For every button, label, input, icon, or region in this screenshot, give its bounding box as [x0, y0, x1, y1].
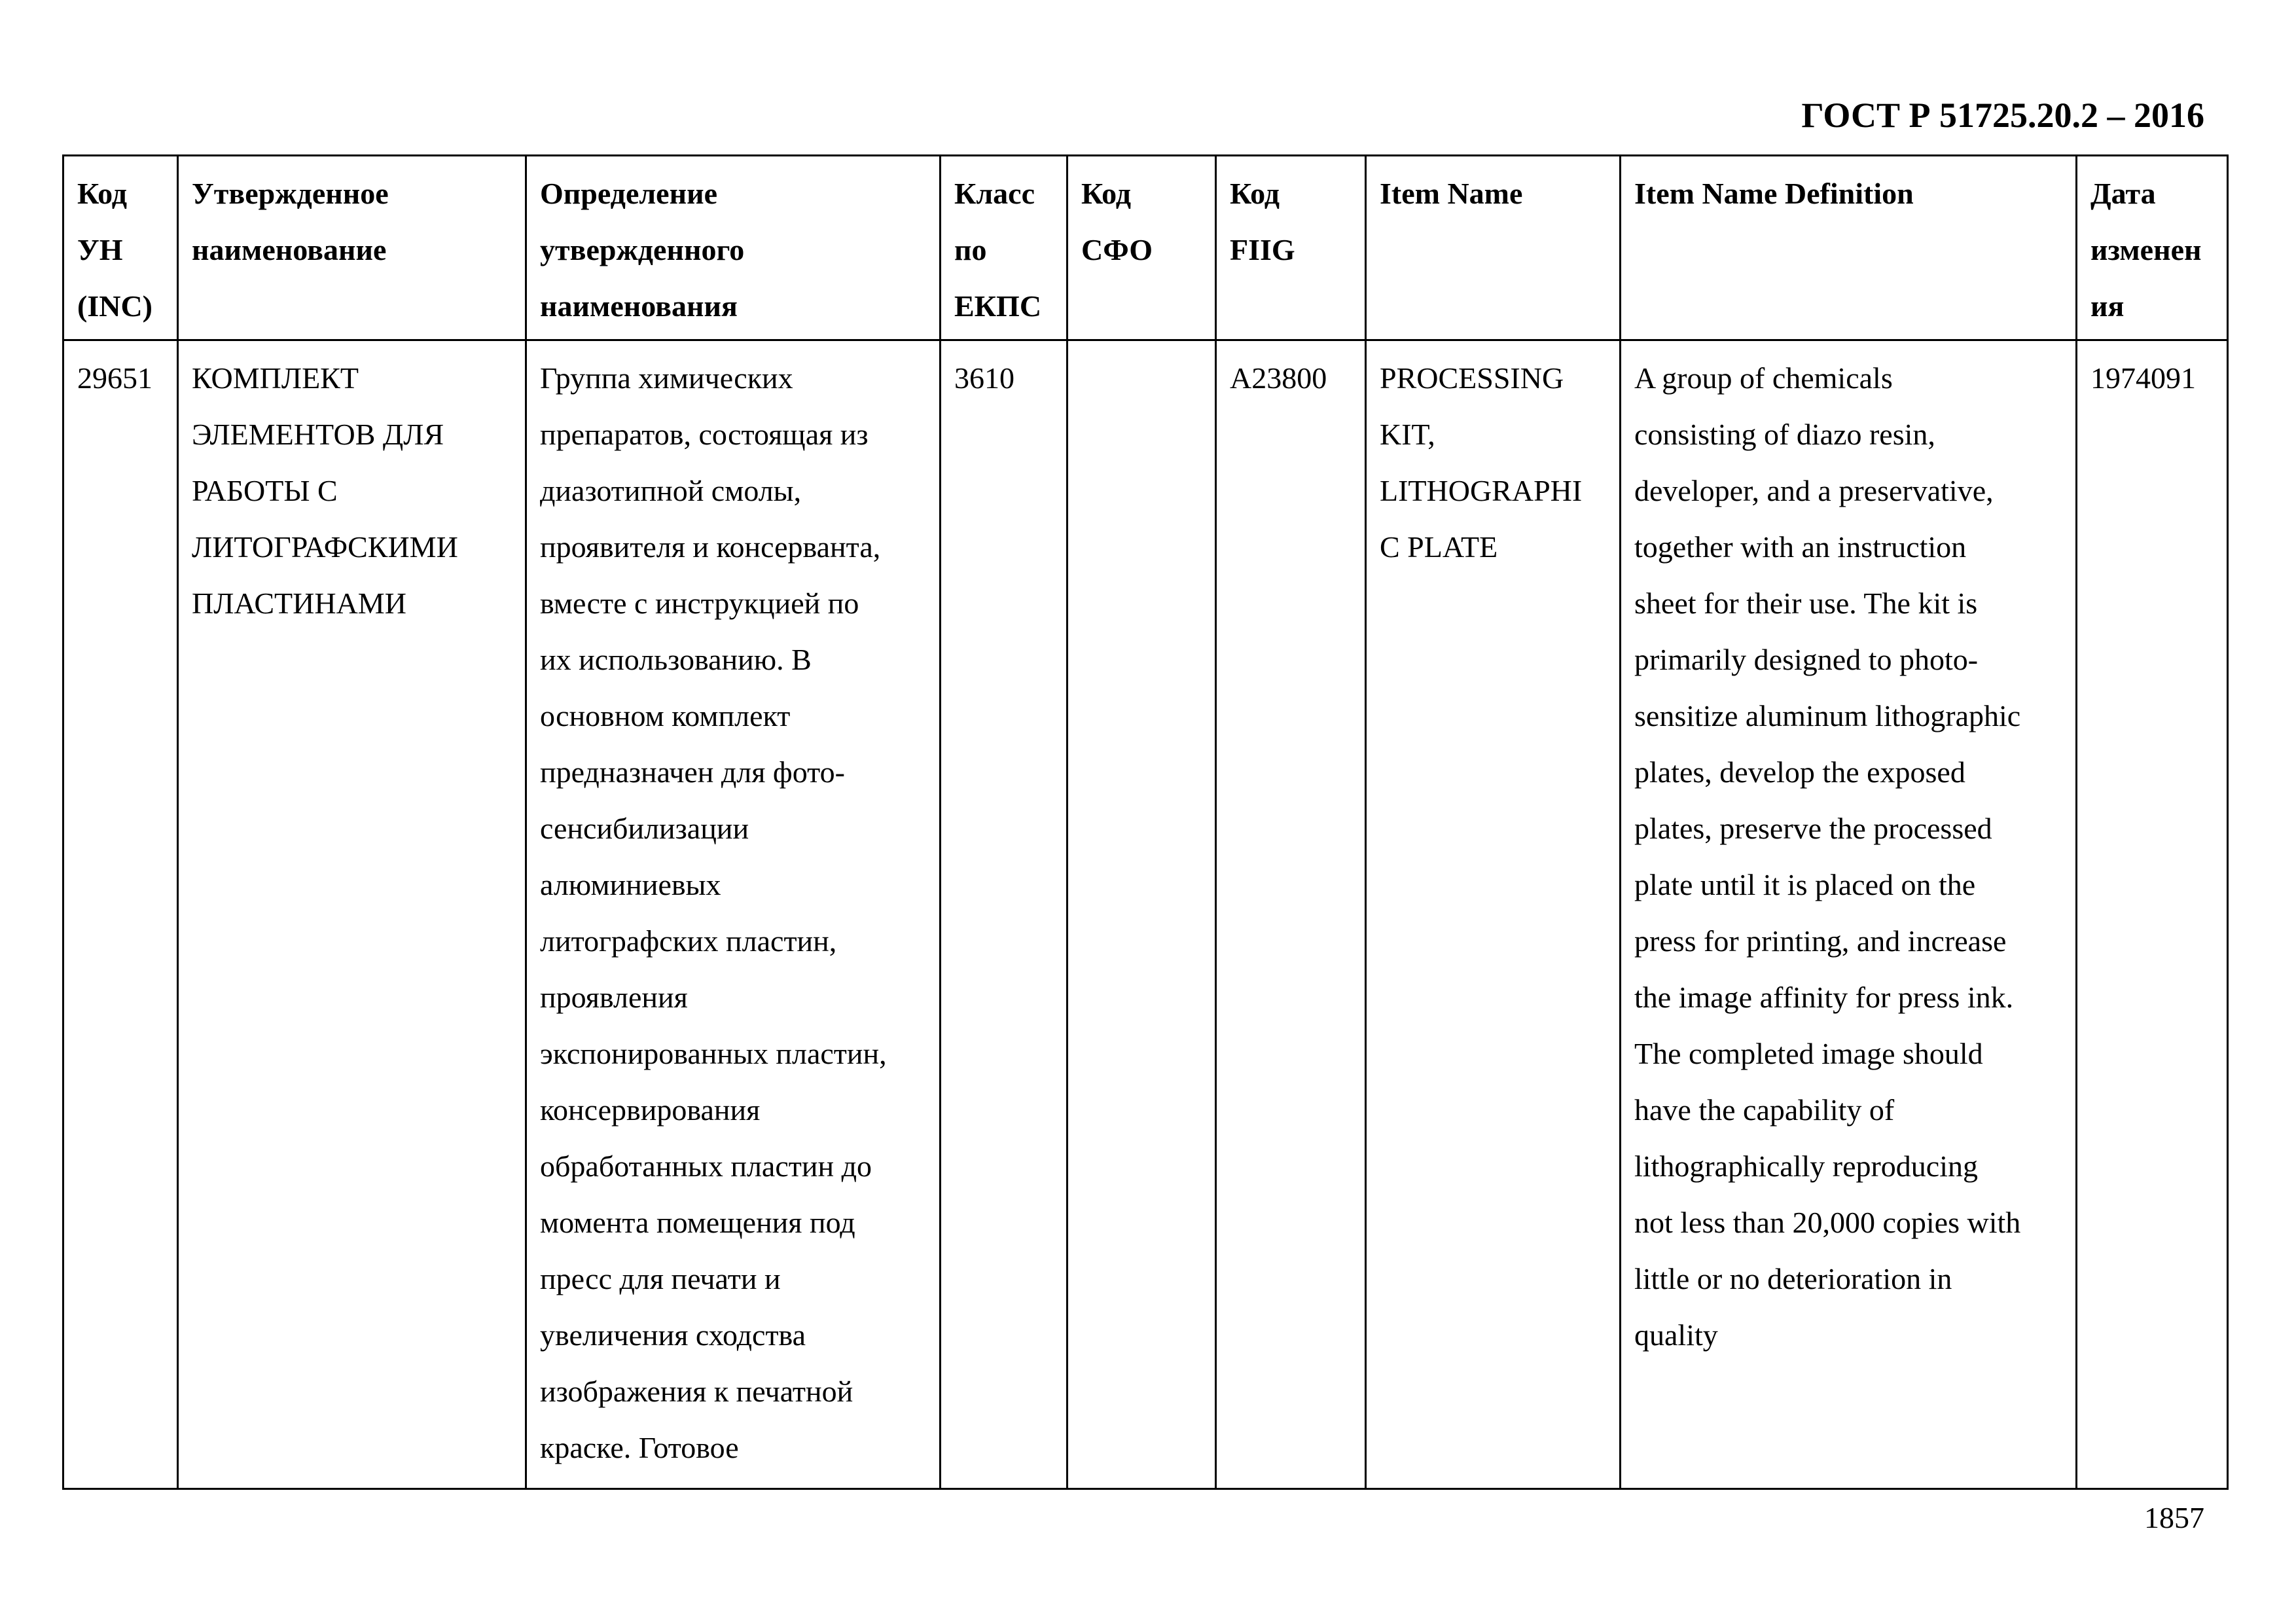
- cell-approved-name: КОМПЛЕКТ ЭЛЕМЕНТОВ ДЛЯ РАБОТЫ С ЛИТОГРАФСКИМИ ПЛАСТИНАМИ: [178, 340, 526, 1489]
- column-header-sfo-code: Код СФО: [1067, 156, 1216, 340]
- page-number: 1857: [2144, 1501, 2204, 1534]
- cell-item-name-definition: A group of chemicals consisting of diazo resin, developer, and a preservative, together with an instruction sheet for their use. The kit is primarily designed to photo- sensitize aluminum lithographic plates, develop the exposed plates, preserve the processed plate until it is placed on the press for printing, and increase the image affinity for press ink. The completed image should have the capability of lithographically reproducing not less than 20,000 copies with little or no deterioration in quality: [1621, 340, 2077, 1489]
- column-header-inc: Код УН (INC): [63, 156, 178, 340]
- column-header-item-name-definition: Item Name Definition: [1621, 156, 2077, 340]
- cell-definition-ru: Группа химических препаратов, состоящая из диазотипной смолы, проявителя и консерванта, вместе с инструкцией по их использованию. В основном комплект предназначен для фото- сенсибилизации алюминиевых литографских пластин, проявления экспонированных пластин, консервирования обработанных пластин до момента помещения под пресс для печати и увеличения сходства изображения к печатной краске. Готовое: [526, 340, 941, 1489]
- column-header-ekps-class: Класс по ЕКПС: [941, 156, 1067, 340]
- cell-change-date: 1974091: [2077, 340, 2228, 1489]
- cell-item-name: PROCESSING KIT, LITHOGRAPHI C PLATE: [1366, 340, 1621, 1489]
- document-title: ГОСТ Р 51725.20.2 – 2016: [1801, 96, 2204, 135]
- column-header-definition: Определение утвержденного наименования: [526, 156, 941, 340]
- cell-ekps-class: 3610: [941, 340, 1067, 1489]
- table-row: [63, 340, 2228, 1489]
- table-header-row: [63, 156, 2228, 340]
- cell-inc: 29651: [63, 340, 178, 1489]
- column-header-approved-name: Утвержденное наименование: [178, 156, 526, 340]
- column-header-item-name: Item Name: [1366, 156, 1621, 340]
- cell-fiig-code: A23800: [1216, 340, 1366, 1489]
- column-header-change-date: Дата изменен ия: [2077, 156, 2228, 340]
- cell-sfo-code: [1067, 340, 1216, 1489]
- catalog-table: [62, 154, 2229, 1490]
- column-header-fiig-code: Код FIIG: [1216, 156, 1366, 340]
